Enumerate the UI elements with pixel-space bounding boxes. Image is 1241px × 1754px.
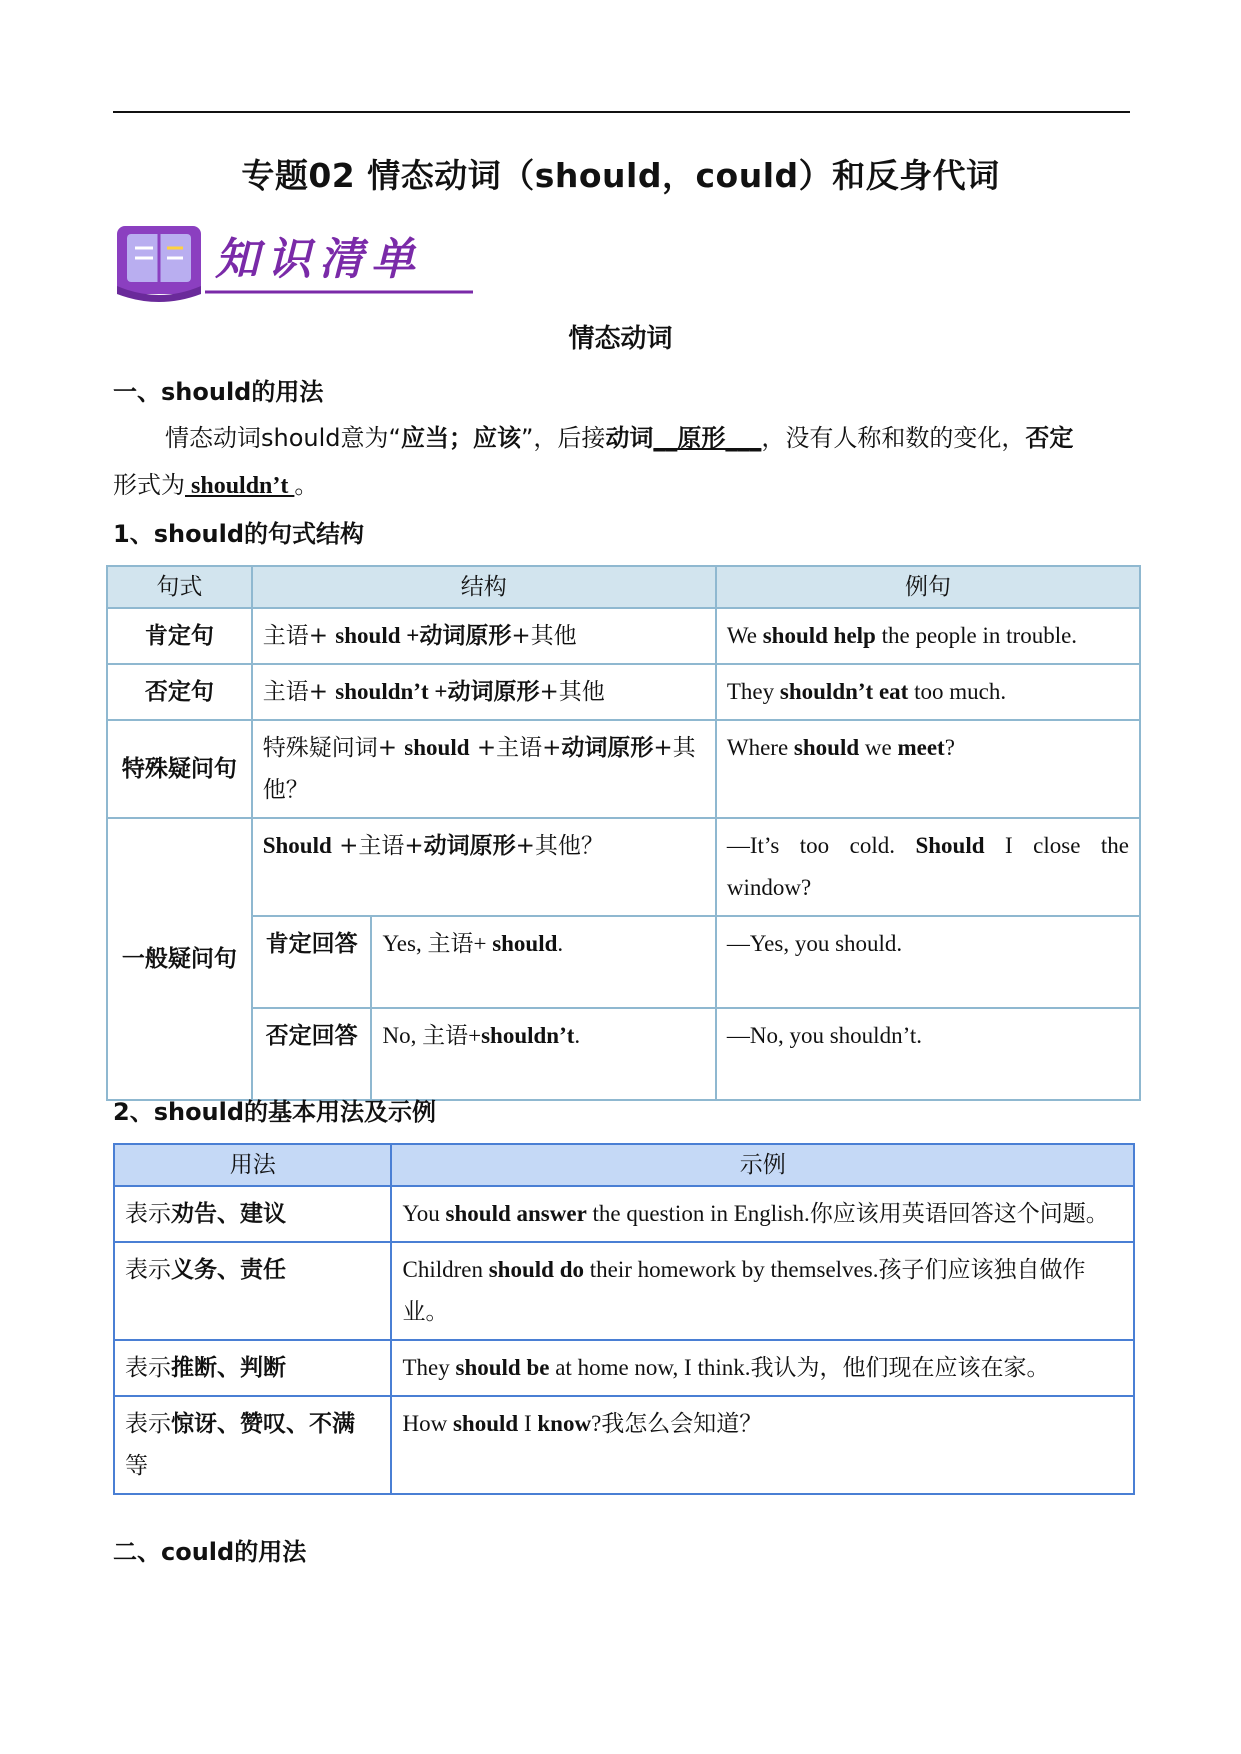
table-header-row [114, 1144, 1134, 1186]
row-label: 肯定句 [107, 608, 252, 664]
section-title: 情态动词 [568, 324, 673, 354]
example-cell: Children should do their homework by themselves.孩子们应该独自做作业。 [391, 1242, 1134, 1340]
table-row [107, 916, 1140, 1008]
structure-cell: No, 主语+shouldn’t. [371, 1008, 715, 1100]
usage-cell: 表示推断、判断 [114, 1340, 391, 1396]
usage-table [113, 1143, 1135, 1495]
table-row [107, 818, 1140, 916]
structure-table [106, 565, 1141, 1101]
header-cell: 句式 [107, 566, 252, 608]
structure-cell: Yes, 主语+ should. [371, 916, 715, 1008]
table-row [114, 1396, 1134, 1494]
book-icon [117, 226, 201, 302]
header-cell: 结构 [252, 566, 716, 608]
table-row [107, 1008, 1140, 1100]
header-cell: 示例 [391, 1144, 1134, 1186]
knowledge-banner [115, 222, 475, 302]
structure-cell: 主语+ should +动词原形+其他 [252, 608, 716, 664]
row-label: 特殊疑问句 [107, 720, 252, 818]
header-cell: 用法 [114, 1144, 391, 1186]
heading-should: 一、should的用法 [113, 378, 324, 406]
example-cell: You should answer the question in English.你应该用英语回答这个问题。 [391, 1186, 1134, 1242]
table-row [107, 608, 1140, 664]
answer-label: 肯定回答 [252, 916, 372, 1008]
banner-text: 知识清单 [215, 234, 423, 285]
heading-usage: 2、should的基本用法及示例 [113, 1098, 437, 1126]
page-title: 专题02 情态动词（should，could）和反身代词 [241, 156, 1000, 195]
header-cell: 例句 [716, 566, 1140, 608]
row-label: 否定句 [107, 664, 252, 720]
table-row [114, 1186, 1134, 1242]
usage-cell: 表示义务、责任 [114, 1242, 391, 1340]
example-cell: —No, you shouldn’t. [716, 1008, 1140, 1100]
heading-structure: 1、should的句式结构 [113, 520, 365, 548]
example-cell: They shouldn’t eat too much. [716, 664, 1140, 720]
structure-cell: 特殊疑问词+ should +主语+动词原形+其他？ [252, 720, 716, 818]
usage-cell: 表示劝告、建议 [114, 1186, 391, 1242]
example-cell: They should be at home now, I think.我认为，他们现在应该在家。 [391, 1340, 1134, 1396]
example-cell: —It’s too cold. Should I close the window? [716, 818, 1140, 916]
heading-could: 二、could的用法 [113, 1538, 307, 1566]
example-cell: —Yes, you should. [716, 916, 1140, 1008]
header-rule [113, 111, 1130, 113]
example-cell: Where should we meet? [716, 720, 1140, 818]
table-row [107, 664, 1140, 720]
example-cell: How should I know?我怎么会知道？ [391, 1396, 1134, 1494]
table-row [114, 1242, 1134, 1340]
table-row [114, 1340, 1134, 1396]
row-label: 一般疑问句 [107, 818, 252, 1100]
table-header-row [107, 566, 1140, 608]
usage-cell: 表示惊讶、赞叹、不满 等 [114, 1396, 391, 1494]
table-row [107, 720, 1140, 818]
example-cell: We should help the people in trouble. [716, 608, 1140, 664]
structure-cell: 主语+ shouldn’t +动词原形+其他 [252, 664, 716, 720]
answer-label: 否定回答 [252, 1008, 372, 1100]
intro-paragraph: 情态动词should意为“应当；应该”，后接动词__原形___，没有人称和数的变化，否定 形式为 shouldn’t 。 [113, 424, 1074, 499]
structure-cell: Should +主语+动词原形+其他？ [252, 818, 716, 916]
